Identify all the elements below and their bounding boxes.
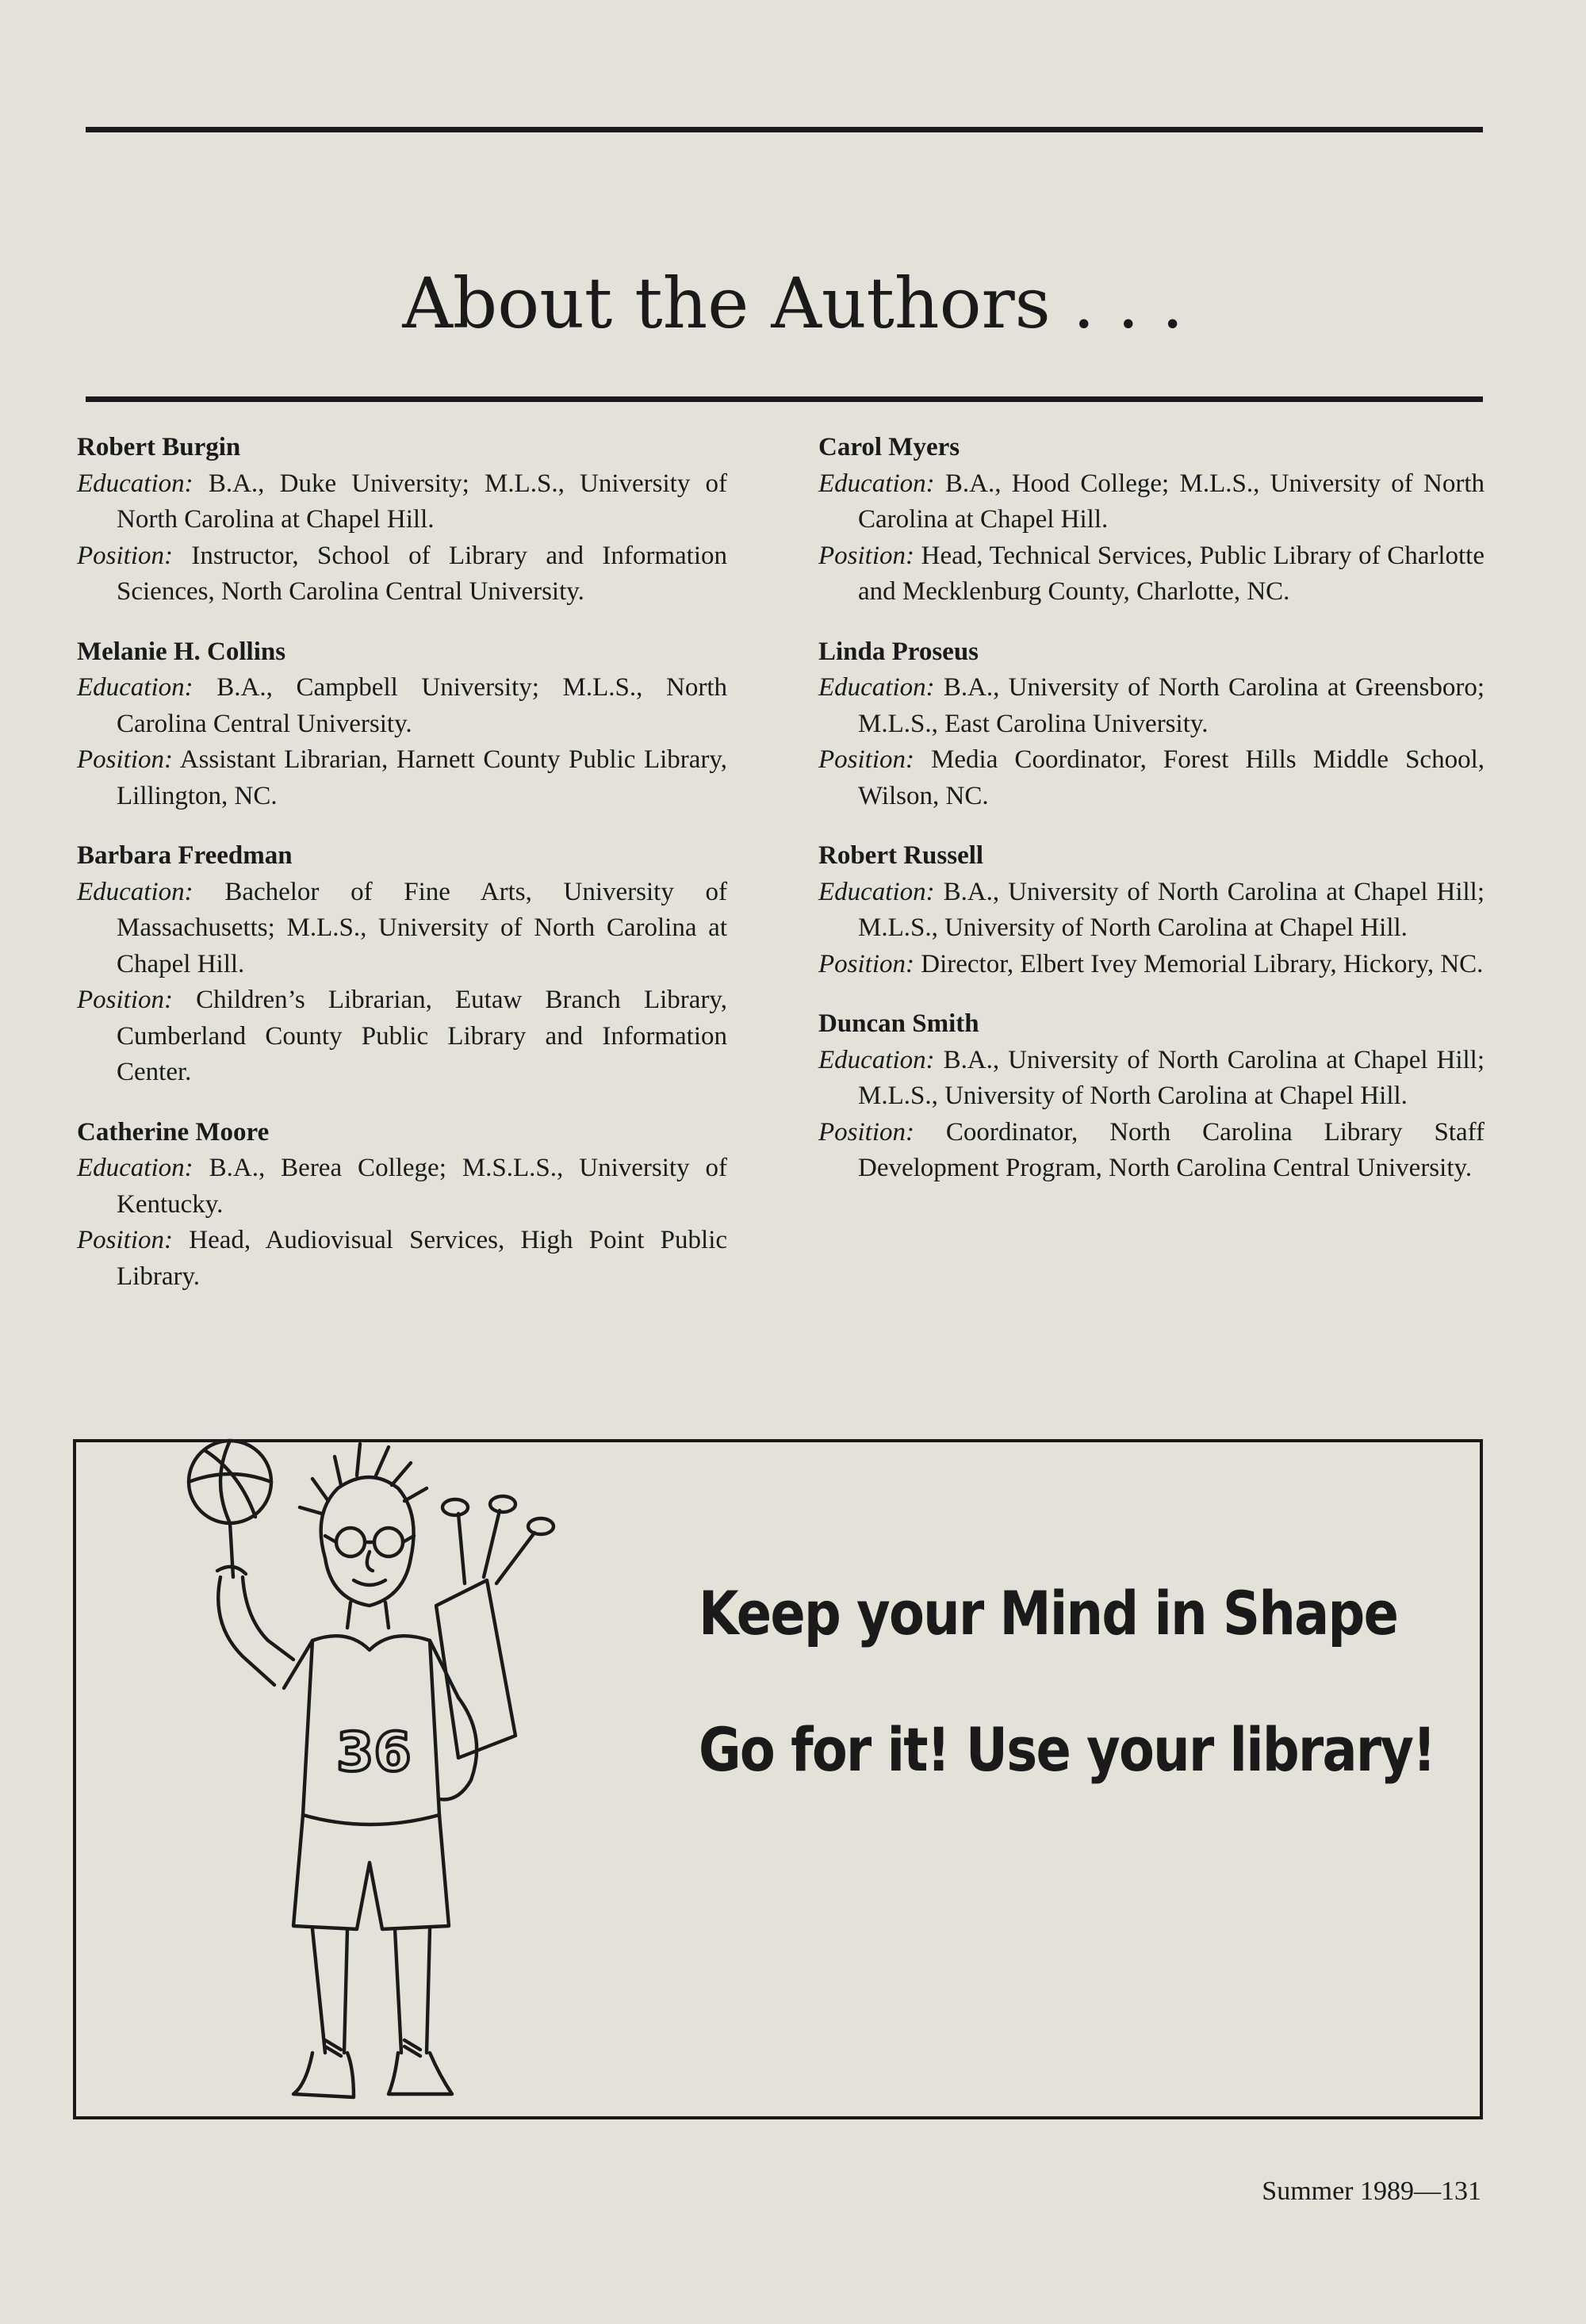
top-rule: [86, 127, 1483, 132]
author-name: Catherine Moore: [77, 1117, 270, 1147]
author-education: [818, 875, 1484, 947]
education-label: Education:: [818, 673, 935, 702]
ad-tagline: Go for it! Use your library!: [699, 1714, 1435, 1785]
position-text: Assistant Librarian, Harnett County Public Library, Lillington, NC.: [117, 745, 727, 810]
position-label: Position:: [818, 745, 914, 774]
author-entry: [77, 430, 727, 611]
education-label: Education:: [818, 877, 935, 906]
author-position: [818, 538, 1484, 611]
position-label: Position:: [77, 986, 173, 1014]
author-name: Carol Myers: [818, 433, 960, 461]
author-position: [818, 947, 1484, 983]
author-name: Duncan Smith: [818, 1009, 979, 1038]
author-name: Barbara Freedman: [77, 841, 293, 870]
right-column: [818, 430, 1484, 1211]
education-label: Education:: [818, 1045, 935, 1074]
svg-text:36: 36: [336, 1721, 412, 1784]
position-text: Head, Audiovisual Services, High Point Public Library.: [117, 1226, 728, 1291]
position-label: Position:: [818, 541, 914, 570]
education-label: Education:: [818, 469, 935, 498]
position-label: Position:: [77, 1226, 173, 1254]
position-text: Coordinator, North Carolina Library Staff Development Program, North Carolina Central University.: [858, 1117, 1485, 1182]
education-text: B.A., Duke University; M.L.S., University of North Carolina at Chapel Hill.: [117, 469, 728, 534]
position-text: Head, Technical Services, Public Library of Charlotte and Mecklenburg County, Charlotte, NC.: [858, 541, 1485, 606]
author-position: [77, 1223, 727, 1295]
education-label: Education:: [77, 1154, 193, 1182]
author-entry: [818, 634, 1484, 815]
author-position: [77, 538, 727, 611]
author-education: [77, 670, 727, 742]
position-label: Position:: [77, 541, 173, 570]
page-footer: Summer 1989—131: [1262, 2177, 1481, 2206]
position-text: Children’s Librarian, Eutaw Branch Library, Cumberland County Public Library and Information Center.: [117, 986, 728, 1086]
author-entry: [77, 1115, 727, 1296]
basketball-icon: [189, 1441, 271, 1523]
position-text: Director, Elbert Ivey Memorial Library, Hickory, NC.: [921, 949, 1484, 978]
education-text: B.A., Hood College; M.L.S., University of North Carolina at Chapel Hill.: [858, 469, 1484, 534]
author-entry: [818, 838, 1484, 982]
author-name: Linda Proseus: [818, 637, 979, 666]
position-label: Position:: [818, 949, 914, 978]
author-entry: [818, 1006, 1484, 1187]
author-name: Robert Burgin: [77, 433, 241, 461]
author-education: [818, 1043, 1484, 1115]
education-text: B.A., Campbell University; M.L.S., North Carolina Central University.: [117, 673, 727, 738]
education-label: Education:: [77, 469, 193, 498]
library-ad-box: [73, 1439, 1483, 2119]
author-entry: [77, 838, 727, 1091]
author-name: Robert Russell: [818, 841, 984, 870]
author-entry: [818, 430, 1484, 611]
author-entry: [77, 634, 727, 815]
position-text: Instructor, School of Library and Information Sciences, North Carolina Central University.: [117, 541, 727, 606]
title-underline: [86, 396, 1483, 402]
author-name: Melanie H. Collins: [77, 637, 286, 666]
author-education: [818, 466, 1484, 538]
education-text: B.A., University of North Carolina at Greensboro; M.L.S., East Carolina University.: [858, 673, 1484, 738]
page-title: About the Authors . . .: [402, 262, 1184, 344]
position-text: Media Coordinator, Forest Hills Middle School, Wilson, NC.: [858, 745, 1484, 810]
author-education: [818, 670, 1484, 742]
education-text: B.A., Berea College; M.S.L.S., University of Kentucky.: [117, 1154, 728, 1219]
education-text: B.A., University of North Carolina at Chapel Hill; M.L.S., University of North Carolina at Chapel Hill.: [858, 1045, 1485, 1110]
education-label: Education:: [77, 673, 193, 702]
author-position: [77, 742, 727, 814]
education-text: B.A., University of North Carolina at Chapel Hill; M.L.S., University of North Carolina at Chapel Hill.: [858, 877, 1485, 942]
education-label: Education:: [77, 877, 193, 906]
author-education: [77, 466, 727, 538]
author-position: [77, 982, 727, 1091]
education-text: Bachelor of Fine Arts, University of Massachusetts; M.L.S., University of North Carolina at Chapel Hill.: [117, 877, 727, 978]
position-label: Position:: [818, 1117, 914, 1147]
ad-headline: Keep your Mind in Shape: [699, 1578, 1398, 1648]
basketball-mascot-illustration: [147, 1419, 687, 2108]
author-education: [77, 875, 727, 983]
author-position: [818, 742, 1484, 814]
author-education: [77, 1151, 727, 1223]
left-column: [77, 430, 727, 1319]
position-label: Position:: [77, 745, 173, 774]
author-position: [818, 1115, 1484, 1187]
